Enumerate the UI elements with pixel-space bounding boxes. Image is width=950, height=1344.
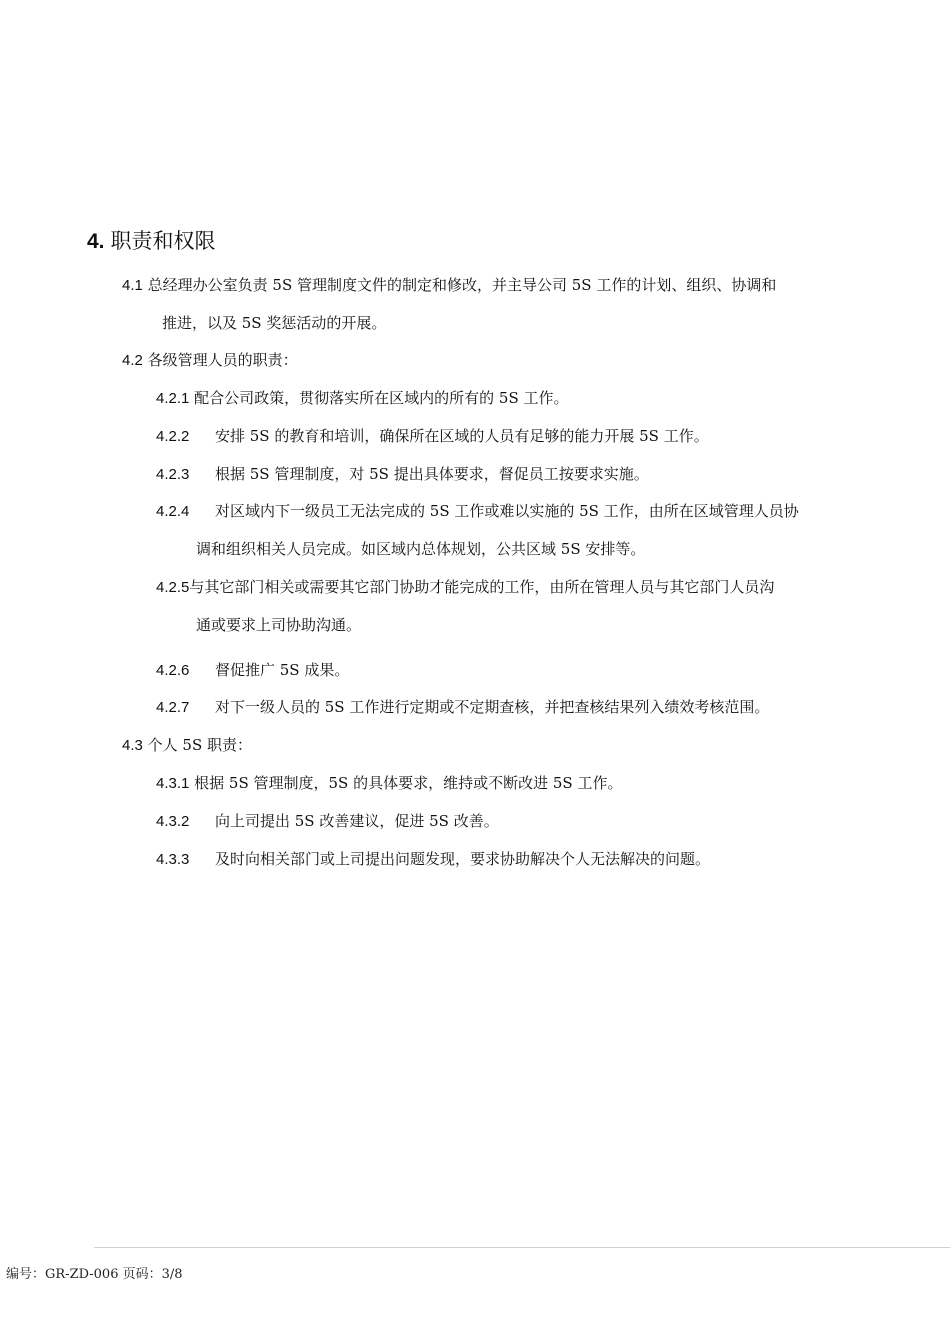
section-number: 4. xyxy=(87,230,105,253)
item-number: 4.2.2 xyxy=(156,428,190,445)
item-4-1-line-2 xyxy=(162,312,386,334)
item-number: 4.2.3 xyxy=(156,466,190,483)
item-text: 根据 5S 管理制度，对 5S 提出具体要求，督促员工按要求实施。 xyxy=(215,465,649,483)
item-4-2-2 xyxy=(156,425,709,448)
item-number: 4.3 xyxy=(122,737,143,754)
item-text: 个人 5S 职责： xyxy=(147,736,252,754)
item-4-3-1 xyxy=(156,772,622,795)
section-title: 职责和权限 xyxy=(110,229,216,253)
item-text: 各级管理人员的职责： xyxy=(147,351,298,369)
item-number: 4.1 xyxy=(122,277,143,294)
item-text: 通或要求上司协助沟通。 xyxy=(196,616,362,634)
item-number: 4.2 xyxy=(122,352,143,369)
item-4-3 xyxy=(122,734,252,757)
item-4-2-7 xyxy=(156,696,769,719)
item-number: 4.3.3 xyxy=(156,851,190,868)
item-text: 向上司提出 5S 改善建议，促进 5S 改善。 xyxy=(215,812,499,830)
item-text: 与其它部门相关或需要其它部门协助才能完成的工作，由所在管理人员与其它部门人员沟 xyxy=(189,578,775,596)
item-4-2-3 xyxy=(156,463,649,486)
item-text: 对区域内下一级员工无法完成的 5S 工作或难以实施的 5S 工作，由所在区域管理人员协 xyxy=(215,502,799,520)
item-text: 推进，以及 5S 奖惩活动的开展。 xyxy=(162,314,387,332)
item-4-2-6 xyxy=(156,659,349,682)
item-number: 4.2.4 xyxy=(156,503,190,520)
item-text: 安排 5S 的教育和培训，确保所在区域的人员有足够的能力开展 5S 工作。 xyxy=(215,427,709,445)
item-number: 4.2.1 xyxy=(156,390,190,407)
item-text: 及时向相关部门或上司提出问题发现，要求协助解决个人无法解决的问题。 xyxy=(215,850,711,868)
item-4-2-1 xyxy=(156,387,569,410)
item-text: 对下一级人员的 5S 工作进行定期或不定期查核，并把查核结果列入绩效考核范围。 xyxy=(215,698,770,716)
item-4-3-3 xyxy=(156,848,710,871)
item-text: 督促推广 5S 成果。 xyxy=(215,661,350,679)
item-4-2-5-line-1 xyxy=(156,576,774,599)
item-4-2-4-line-1 xyxy=(156,500,799,523)
item-text: 调和组织相关人员完成。如区域内总体规划，公共区域 5S 安排等。 xyxy=(196,540,646,558)
item-4-1-line-1 xyxy=(122,274,776,297)
item-text: 总经理办公室负责 5S 管理制度文件的制定和修改，并主导公司 5S 工作的计划、组织、协调和 xyxy=(147,276,777,294)
page-footer: 编号：GR-ZD-006 页码：3/8 xyxy=(6,1267,183,1282)
section-heading xyxy=(87,226,216,257)
footer-divider xyxy=(94,1247,950,1248)
item-text: 根据 5S 管理制度，5S 的具体要求，维持或不断改进 5S 工作。 xyxy=(194,774,623,792)
item-4-3-2 xyxy=(156,810,499,833)
item-number: 4.2.6 xyxy=(156,662,190,679)
item-4-2-5-line-2 xyxy=(196,614,361,636)
item-4-2 xyxy=(122,349,298,372)
item-number: 4.2.5 xyxy=(156,579,190,596)
item-text: 配合公司政策，贯彻落实所在区域内的所有的 5S 工作。 xyxy=(194,389,569,407)
item-number: 4.3.1 xyxy=(156,775,190,792)
item-number: 4.3.2 xyxy=(156,813,190,830)
item-4-2-4-line-2 xyxy=(196,538,645,560)
item-number: 4.2.7 xyxy=(156,699,190,716)
